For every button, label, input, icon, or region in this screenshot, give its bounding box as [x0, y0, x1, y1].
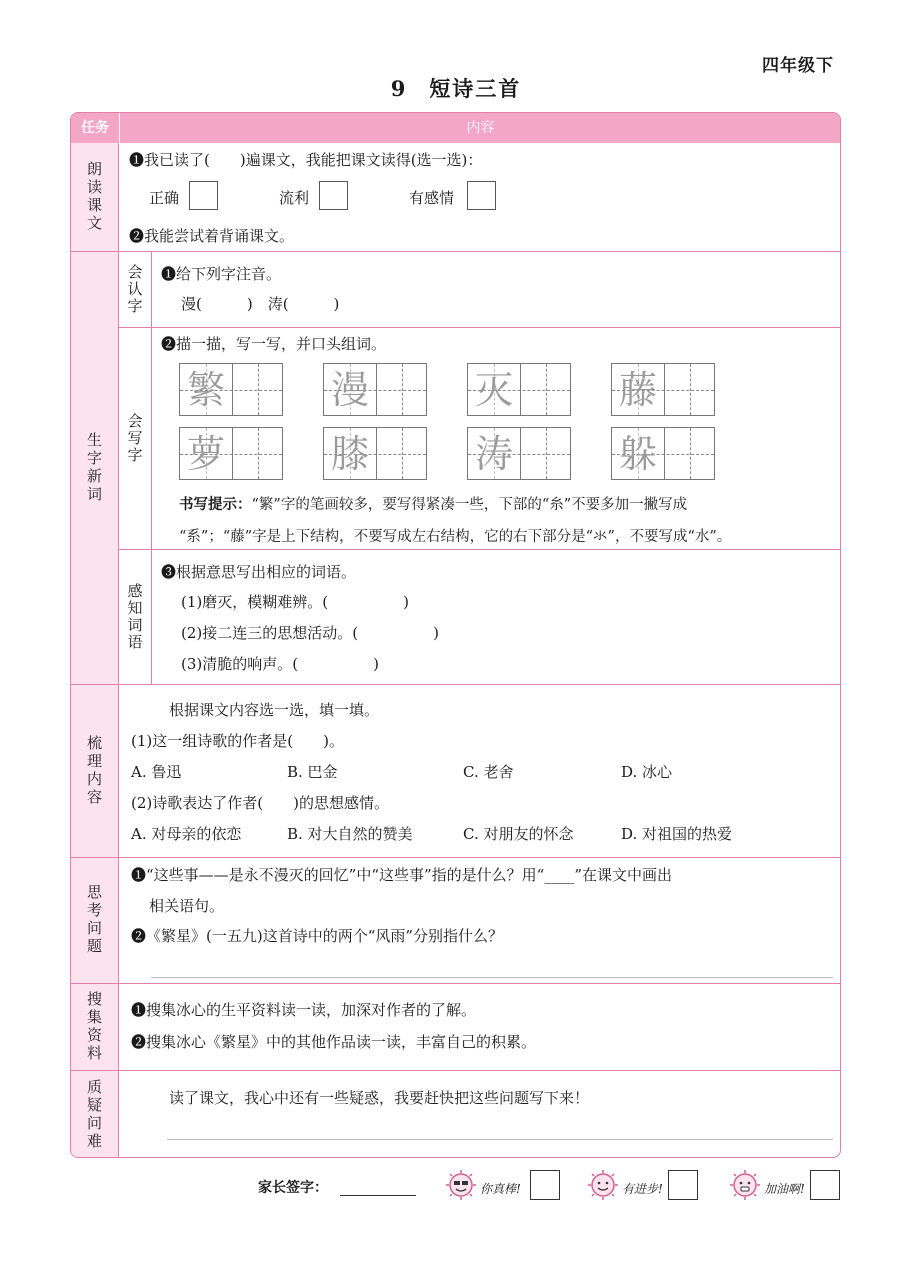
sort-q1-option-c[interactable]: C. 老舍 — [463, 763, 514, 781]
trace-character: 涛 — [474, 432, 513, 476]
row-label-think: 思考问题 — [71, 857, 119, 983]
badge-box-3[interactable] — [810, 1170, 840, 1200]
row-label-doubt: 质疑问难 — [71, 1070, 119, 1158]
badge-box-2[interactable] — [668, 1170, 698, 1200]
sort-q1-option-a[interactable]: A. 鲁迅 — [131, 763, 182, 781]
writing-cell[interactable] — [179, 427, 283, 480]
trace-character: 藤 — [618, 368, 657, 412]
read-option-label-1: 正确 — [149, 189, 180, 207]
worksheet-table — [70, 112, 841, 1158]
recognize-instruction: ❶给下列字注音。 — [161, 265, 282, 283]
lesson-title: 短诗三首 — [429, 76, 522, 101]
words-question-2[interactable]: (2)接二连三的思想活动。( ) — [181, 624, 439, 642]
trace-character: 繁 — [186, 368, 225, 412]
sort-q2-option-b[interactable]: B. 对大自然的赞美 — [287, 825, 413, 843]
sort-q2-option-d[interactable]: D. 对祖国的热爱 — [621, 825, 733, 843]
row-label-sort: 梳理内容 — [71, 684, 119, 857]
think-question-1-cont: 相关语句。 — [149, 897, 225, 915]
think-question-2: ❷《繁星》(一五九)这首诗中的两个“风雨”分别指什么？ — [131, 927, 504, 945]
trace-character: 膝 — [330, 432, 369, 476]
header-content: 内容 — [466, 120, 495, 136]
writing-tip-line-1: 书写提示：“繁”字的笔画较多，要写得紧凑一些，下部的“糸”不要多加一撇写成 — [179, 496, 688, 513]
page-title — [0, 73, 912, 103]
row-label-collect: 搜集资料 — [71, 983, 119, 1070]
sublabel-write: 会写字 — [125, 412, 144, 464]
sun-face-icon — [586, 1168, 620, 1202]
table-header — [71, 113, 841, 143]
sort-q1-option-d[interactable]: D. 冰心 — [621, 763, 673, 781]
read-option-box-1[interactable] — [189, 181, 218, 210]
trace-character: 躲 — [618, 432, 657, 476]
recognize-pinyin-blanks[interactable]: 漫( ) 涛( ) — [181, 295, 340, 313]
words-question-3[interactable]: (3)清脆的响声。( ) — [181, 655, 379, 673]
sort-instruction: 根据课文内容选一选，填一填。 — [169, 701, 380, 719]
read-option-box-2[interactable] — [319, 181, 348, 210]
writing-tip-line-2: “系”；“藤”字是上下结构，不要写成左右结构，它的右下部分是“氺”，不要写成“水”。 — [179, 529, 732, 545]
row-label-chars: 生字新词 — [71, 251, 119, 684]
writing-cell[interactable] — [323, 363, 427, 416]
doubt-answer-line[interactable] — [167, 1139, 833, 1140]
writing-cell[interactable] — [611, 427, 715, 480]
words-instruction: ❸根据意思写出相应的词语。 — [161, 563, 357, 581]
sun-face-icon — [444, 1168, 478, 1202]
badge-label-1: 你真棒! — [480, 1182, 521, 1196]
trace-character: 萝 — [186, 432, 225, 476]
sort-q2-option-a[interactable]: A. 对母亲的依恋 — [131, 825, 242, 843]
words-question-1[interactable]: (1)磨灭，模糊难辨。( ) — [181, 593, 409, 611]
row-label-read: 朗读课文 — [71, 143, 119, 251]
think-question-1: ❶“这些事——是永不漫灭的回忆”中“这些事”指的是什么？用“____”在课文中画出 — [131, 866, 673, 884]
sublabel-words: 感知词语 — [125, 582, 144, 651]
writing-cell[interactable] — [467, 427, 571, 480]
trace-character: 漫 — [330, 368, 369, 412]
writing-cell[interactable] — [179, 363, 283, 416]
writing-cell[interactable] — [467, 363, 571, 416]
read-item-2: ❷我能尝试着背诵课文。 — [129, 227, 295, 245]
sublabel-recognize: 会认字 — [125, 263, 144, 315]
collect-item-2: ❷搜集冰心《繁星》中的其他作品读一读，丰富自己的积累。 — [131, 1033, 537, 1051]
sort-question-1[interactable]: (1)这一组诗歌的作者是( )。 — [131, 732, 344, 750]
read-option-box-3[interactable] — [467, 181, 496, 210]
header-task: 任务 — [81, 120, 109, 136]
sort-q2-option-c[interactable]: C. 对朋友的怀念 — [463, 825, 574, 843]
collect-item-1: ❶搜集冰心的生平资料读一读，加深对作者的了解。 — [131, 1001, 477, 1019]
sort-question-2[interactable]: (2)诗歌表达了作者( )的思想感情。 — [131, 794, 389, 812]
badge-label-2: 有进步! — [622, 1182, 663, 1196]
writing-tip-label: 书写提示： — [179, 496, 252, 513]
parent-signature-label: 家长签字： — [258, 1180, 328, 1196]
badge-label-3: 加油啊! — [764, 1182, 805, 1196]
grade-label: 四年级下 — [762, 56, 834, 76]
read-option-label-3: 有感情 — [409, 189, 455, 207]
writing-cell[interactable] — [323, 427, 427, 480]
read-option-label-2: 流利 — [279, 189, 310, 207]
badge-box-1[interactable] — [530, 1170, 560, 1200]
writing-cell[interactable] — [611, 363, 715, 416]
doubt-text: 读了课文，我心中还有一些疑惑，我要赶快把这些问题写下来！ — [169, 1089, 590, 1107]
think-answer-line[interactable] — [151, 977, 833, 978]
sort-q1-option-b[interactable]: B. 巴金 — [287, 763, 338, 781]
parent-signature-line[interactable] — [340, 1195, 416, 1196]
write-instruction: ❷描一描，写一写，并口头组词。 — [161, 335, 387, 353]
read-item-1: ❶我已读了( )遍课文，我能把课文读得(选一选)： — [129, 151, 483, 169]
sun-face-icon — [728, 1168, 762, 1202]
lesson-number: 9 — [390, 76, 408, 101]
trace-character: 灭 — [474, 368, 513, 412]
